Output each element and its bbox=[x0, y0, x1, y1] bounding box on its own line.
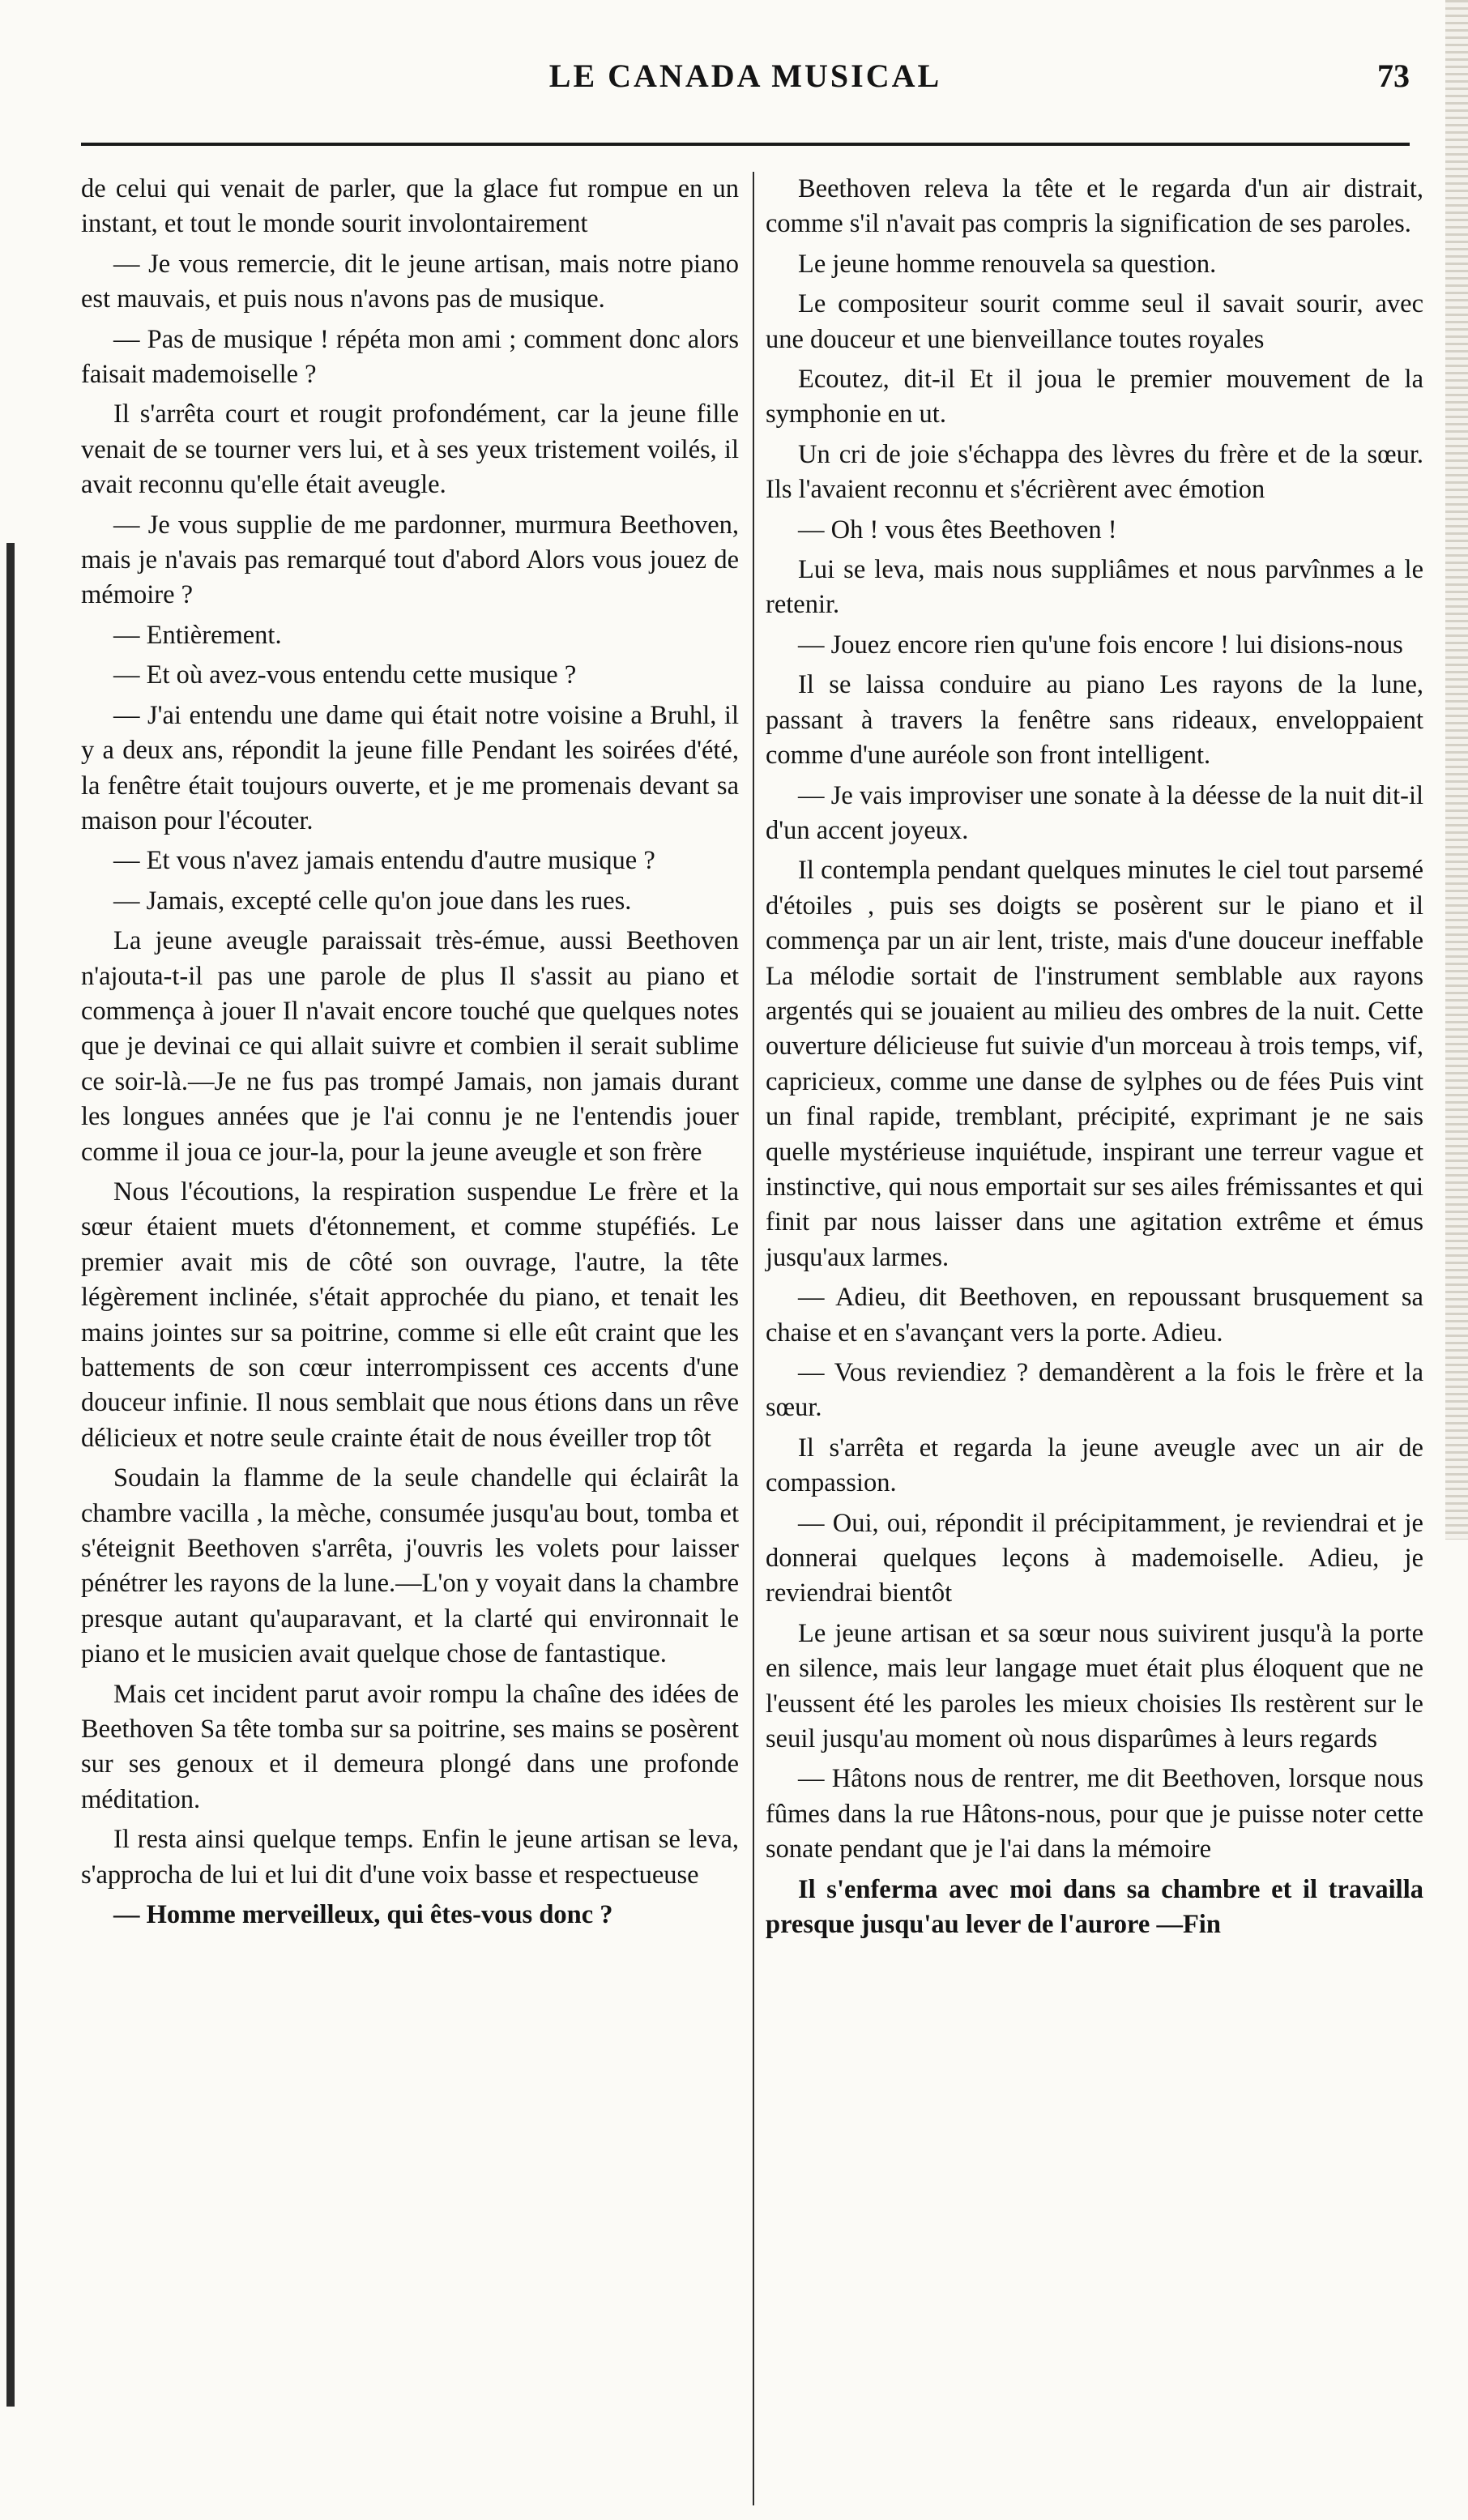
paragraph: — Vous reviendiez ? demandèrent a la fois le frère et la sœur. bbox=[766, 1358, 1423, 1423]
paragraph: Mais cet incident parut avoir rompu la chaîne des idées de Beethoven Sa tête tomba sur sa poitrine, ses mains se posèrent sur ses genoux et il demeura plongé dans une profonde méditation. bbox=[81, 1679, 739, 1814]
paragraph: Lui se leva, mais nous suppliâmes et nous parvînmes a le retenir. bbox=[766, 555, 1423, 620]
paragraph: — Je vais improviser une sonate à la déesse de la nuit dit-il d'un accent joyeux. bbox=[766, 780, 1423, 845]
paragraph: Il s'arrêta court et rougit profondément, car la jeune fille venait de se tourner vers lui, et à ses yeux tristement voilés, il avait reconnu qu'elle était aveugle. bbox=[81, 399, 739, 500]
paragraph: — Adieu, dit Beethoven, en repoussant brusquement sa chaise et en s'avançant vers la porte. Adieu. bbox=[766, 1283, 1423, 1348]
paragraph: — J'ai entendu une dame qui était notre voisine a Bruhl, il y a deux ans, répondit la jeune fille Pendant les soirées d'été, la fenêtre était toujours ouverte, et je me promenais devant sa maison pour l'écouter. bbox=[81, 700, 739, 835]
paragraph: — Et vous n'avez jamais entendu d'autre musique ? bbox=[113, 846, 655, 876]
paragraph: — Pas de musique ! répéta mon ami ; comment donc alors faisait mademoiselle ? bbox=[81, 324, 739, 390]
paragraph: La jeune aveugle paraissait très-émue, aussi Beethoven n'ajouta-t-il pas une parole de plus Il s'assit au piano et commença à jouer Il n'avait encore touché que quelques notes que je devinai ce qui allait suivre et combien il serait sublime ce soir-là.—Je ne fus pas trompé Jamais, non jamais durant les longues années que je l'ai connu je ne l'entendis jouer comme il joua ce jour-la, pour la jeune aveugle et son frère bbox=[81, 926, 739, 1167]
paragraph: — Je vous supplie de me pardonner, murmura Beethoven, mais je n'avais pas remarqué tout d'abord Alors vous jouez de mémoire ? bbox=[81, 510, 739, 610]
binding-margin-bar bbox=[6, 543, 15, 2407]
paragraph: — Homme merveilleux, qui êtes-vous donc ? bbox=[113, 1900, 613, 1930]
paragraph: — Entièrement. bbox=[113, 620, 282, 650]
paragraph: — Oh ! vous êtes Beethoven ! bbox=[798, 515, 1117, 545]
paragraph: Il resta ainsi quelque temps. Enfin le jeune artisan se leva, s'approcha de lui et lui dit d'une voix basse et respectueuse bbox=[81, 1825, 739, 1890]
paragraph: Il s'enferma avec moi dans sa chambre et il travailla presque jusqu'au lever de l'aurore —Fin bbox=[766, 1874, 1423, 1940]
paragraph: Il contempla pendant quelques minutes le ciel tout parsemé d'étoiles , puis ses doigts se posèrent sur le piano et il commença par un air lent, triste, mais d'une douceur ineffable La mélodie sortait de l'instrument semblable aux rayons argentés qui se jouaient au milieu des ombres de la nuit. Cette ouverture délicieuse fut suivie d'un morceau à trois temps, vif, capricieux, comme une danse de sylphes ou de fées Puis vint un final rapide, tremblant, précipité, exprimant je ne sais quelle mystérieuse inquiétude, inspirant une terreur vague et instinctive, qui nous emportait sur ses ailes frémissantes et qui finit par nous laisser dans une agitation extrême et émus jusqu'aux larmes. bbox=[766, 856, 1423, 1272]
paragraph: — Jamais, excepté celle qu'on joue dans les rues. bbox=[113, 886, 632, 916]
paragraph: Un cri de joie s'échappa des lèvres du frère et de la sœur. Ils l'avaient reconnu et s'écrièrent avec émotion bbox=[766, 439, 1423, 505]
paragraph: Ecoutez, dit-il Et il joua le premier mouvement de la symphonie en ut. bbox=[766, 365, 1423, 429]
right-edge-scan-artifact bbox=[1445, 0, 1468, 1540]
page-number: 73 bbox=[1377, 58, 1410, 94]
paragraph: Le jeune homme renouvela sa question. bbox=[798, 249, 1217, 279]
page-header bbox=[81, 57, 1410, 105]
paragraph: Il se laissa conduire au piano Les rayons de la lune, passant à travers la fenêtre sans rideaux, enveloppaient comme d'une auréole son front intelligent. bbox=[766, 670, 1423, 771]
running-title: LE CANADA MUSICAL bbox=[548, 58, 942, 94]
paragraph: — Hâtons nous de rentrer, me dit Beethoven, lorsque nous fûmes dans la rue Hâtons-nous, pour que je puisse noter cette sonate pendant que je l'ai dans la mémoire bbox=[766, 1764, 1423, 1864]
paragraph: Nous l'écoutions, la respiration suspendue Le frère et la sœur étaient muets d'étonnement, et comme stupéfiés. Le premier avait mis de côté son ouvrage, l'autre, la tête légèrement inclinée, s'était approchée du piano, et tenait les mains jointes sur sa poitrine, comme si elle eût craint que les battements de son cœur interrompissent ces accents d'une douceur infinie. Il nous semblait que nous étions dans un rêve délicieux et notre seule crainte était de nous éveiller trop tôt bbox=[81, 1177, 739, 1453]
left-column bbox=[81, 172, 739, 1938]
paragraph: Il s'arrêta et regarda la jeune aveugle avec un air de compassion. bbox=[766, 1433, 1423, 1498]
right-column bbox=[766, 172, 1423, 1948]
paragraph: — Oui, oui, répondit il précipitamment, je reviendrai et je donnerai quelques leçons à mademoiselle. Adieu, je reviendrai bientôt bbox=[766, 1508, 1423, 1608]
paragraph: Le jeune artisan et sa sœur nous suivirent jusqu'à la porte en silence, mais leur langage muet était plus éloquent que ne l'eussent été les paroles les mieux choisies Ils restèrent sur le seuil jusqu'au moment où nous disparûmes à leurs regards bbox=[766, 1618, 1423, 1754]
paragraph: Beethoven releva la tête et le regarda d'un air distrait, comme s'il n'avait pas compris la signification de ses paroles. bbox=[766, 174, 1423, 239]
paragraph: — Jouez encore rien qu'une fois encore ! lui disions-nous bbox=[798, 630, 1403, 660]
column-divider bbox=[753, 172, 754, 2505]
paragraph: — Je vous remercie, dit le jeune artisan, mais notre piano est mauvais, et puis nous n'avons pas de musique. bbox=[81, 249, 739, 314]
paragraph: Soudain la flamme de la seule chandelle qui éclairât la chambre vacilla , la mèche, consumée jusqu'au bout, tomba et s'éteignit Beethoven s'arrêta, j'ouvris les volets pour laisser pénétrer les rayons de la lune.—L'on y voyait dans la chambre presque autant qu'auparavant, et la clarté qui environnait le piano et le musicien avait quelque chose de fantastique. bbox=[81, 1463, 739, 1669]
header-rule bbox=[81, 143, 1410, 146]
paragraph: — Et où avez-vous entendu cette musique ? bbox=[113, 660, 577, 690]
paragraph: de celui qui venait de parler, que la glace fut rompue en un instant, et tout le monde sourit involontairement bbox=[81, 174, 739, 239]
paragraph: Le compositeur sourit comme seul il savait sourir, avec une douceur et une bienveillance toutes royales bbox=[766, 289, 1423, 354]
